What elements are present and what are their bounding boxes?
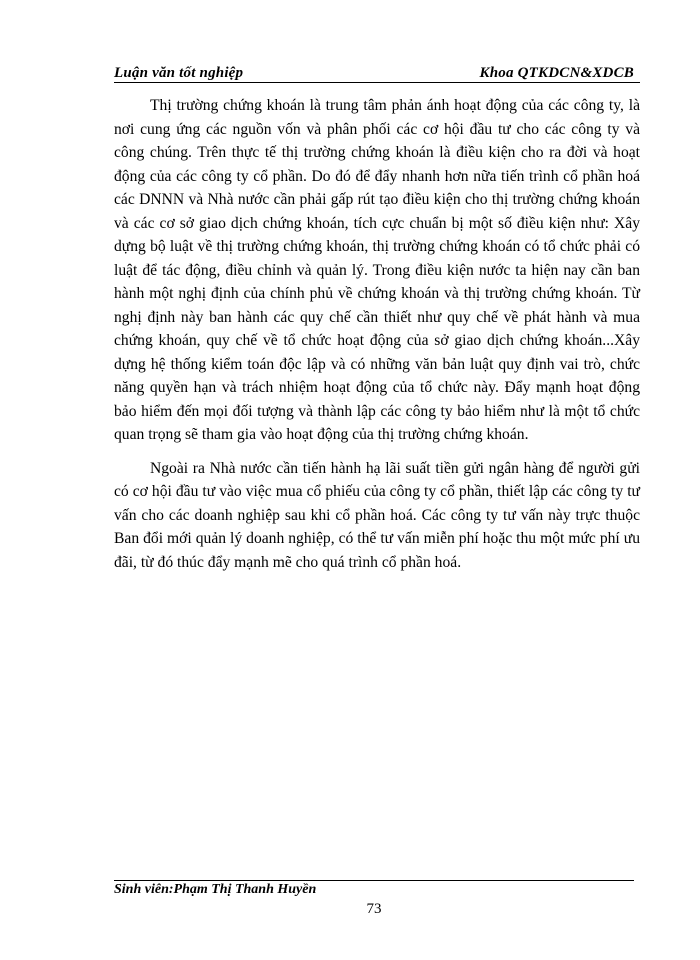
page-header — [114, 64, 640, 86]
main-content — [114, 94, 640, 574]
thesis-title: Luận văn tốt nghiệp — [114, 65, 244, 81]
footer-rule — [114, 880, 634, 881]
faculty-name: Khoa QTKDCN&XDCB — [479, 65, 634, 81]
student-name: Sinh viên:Phạm Thị Thanh Huyền — [114, 882, 317, 897]
paragraph-2: Ngoài ra Nhà nước cần tiến hành hạ lãi suất tiền gửi ngân hàng để người gửi có cơ hội đầu tư vào việc mua cổ phiếu của công ty cổ phần, thiết lập các công ty tư vấn cho các doanh nghiệp sau khi cổ phần hoá. Các công ty tư vấn này trực thuộc Ban đổi mới quản lý doanh nghiệp, có thể tư vấn miễn phí hoặc thu một mức phí ưu đãi, từ đó thúc đẩy mạnh mẽ cho quá trình cổ phần hoá. — [114, 459, 640, 571]
page-number: 73 — [366, 901, 382, 917]
header-rule — [114, 82, 640, 83]
paragraph-1: Thị trường chứng khoán là trung tâm phản ánh hoạt động của các công ty, là nơi cung ứng các nguồn vốn và phân phối các cơ hội đầu tư cho các công ty và công chúng. Trên thực tế thị trường chứng khoán là điều kiện cho ra đời và hoạt động của các công ty cổ phần. Do đó để đẩy nhanh hơn nữa tiến trình cổ phần hoá các DNNN và Nhà nước cần phải gấp rút tạo điều kiện cho thị trường chứng khoán và các cơ sở giao dịch chứng khoán, tích cực chuẩn bị một số điều kiện như: Xây dựng bộ luật về thị trường chứng khoán, thị trường chứng khoán có tổ chức phải có luật để tác động, điều chỉnh và quản lý. Trong điều kiện nước ta hiện nay cần ban hành một nghị định của chính phủ về chứng khoán và thị trường chứng khoán. Từ nghị định này ban hành các quy chế cần thiết như quy chế về phát hành và mua chứng khoán, quy chế về tổ chức hoạt động của sở giao dịch chứng khoán...Xây dựng hệ thống kiểm toán độc lập và có những văn bản luật quy định vai trò, chức năng quyền hạn và trách nhiệm hoạt động của tổ chức này. Đẩy mạnh hoạt động bảo hiểm đến mọi đối tượng và thành lập các công ty bảo hiểm như là một tổ chức quan trọng sẽ tham gia vào hoạt động của thị trường chứng khoán. — [114, 97, 640, 443]
page-footer — [114, 870, 634, 930]
